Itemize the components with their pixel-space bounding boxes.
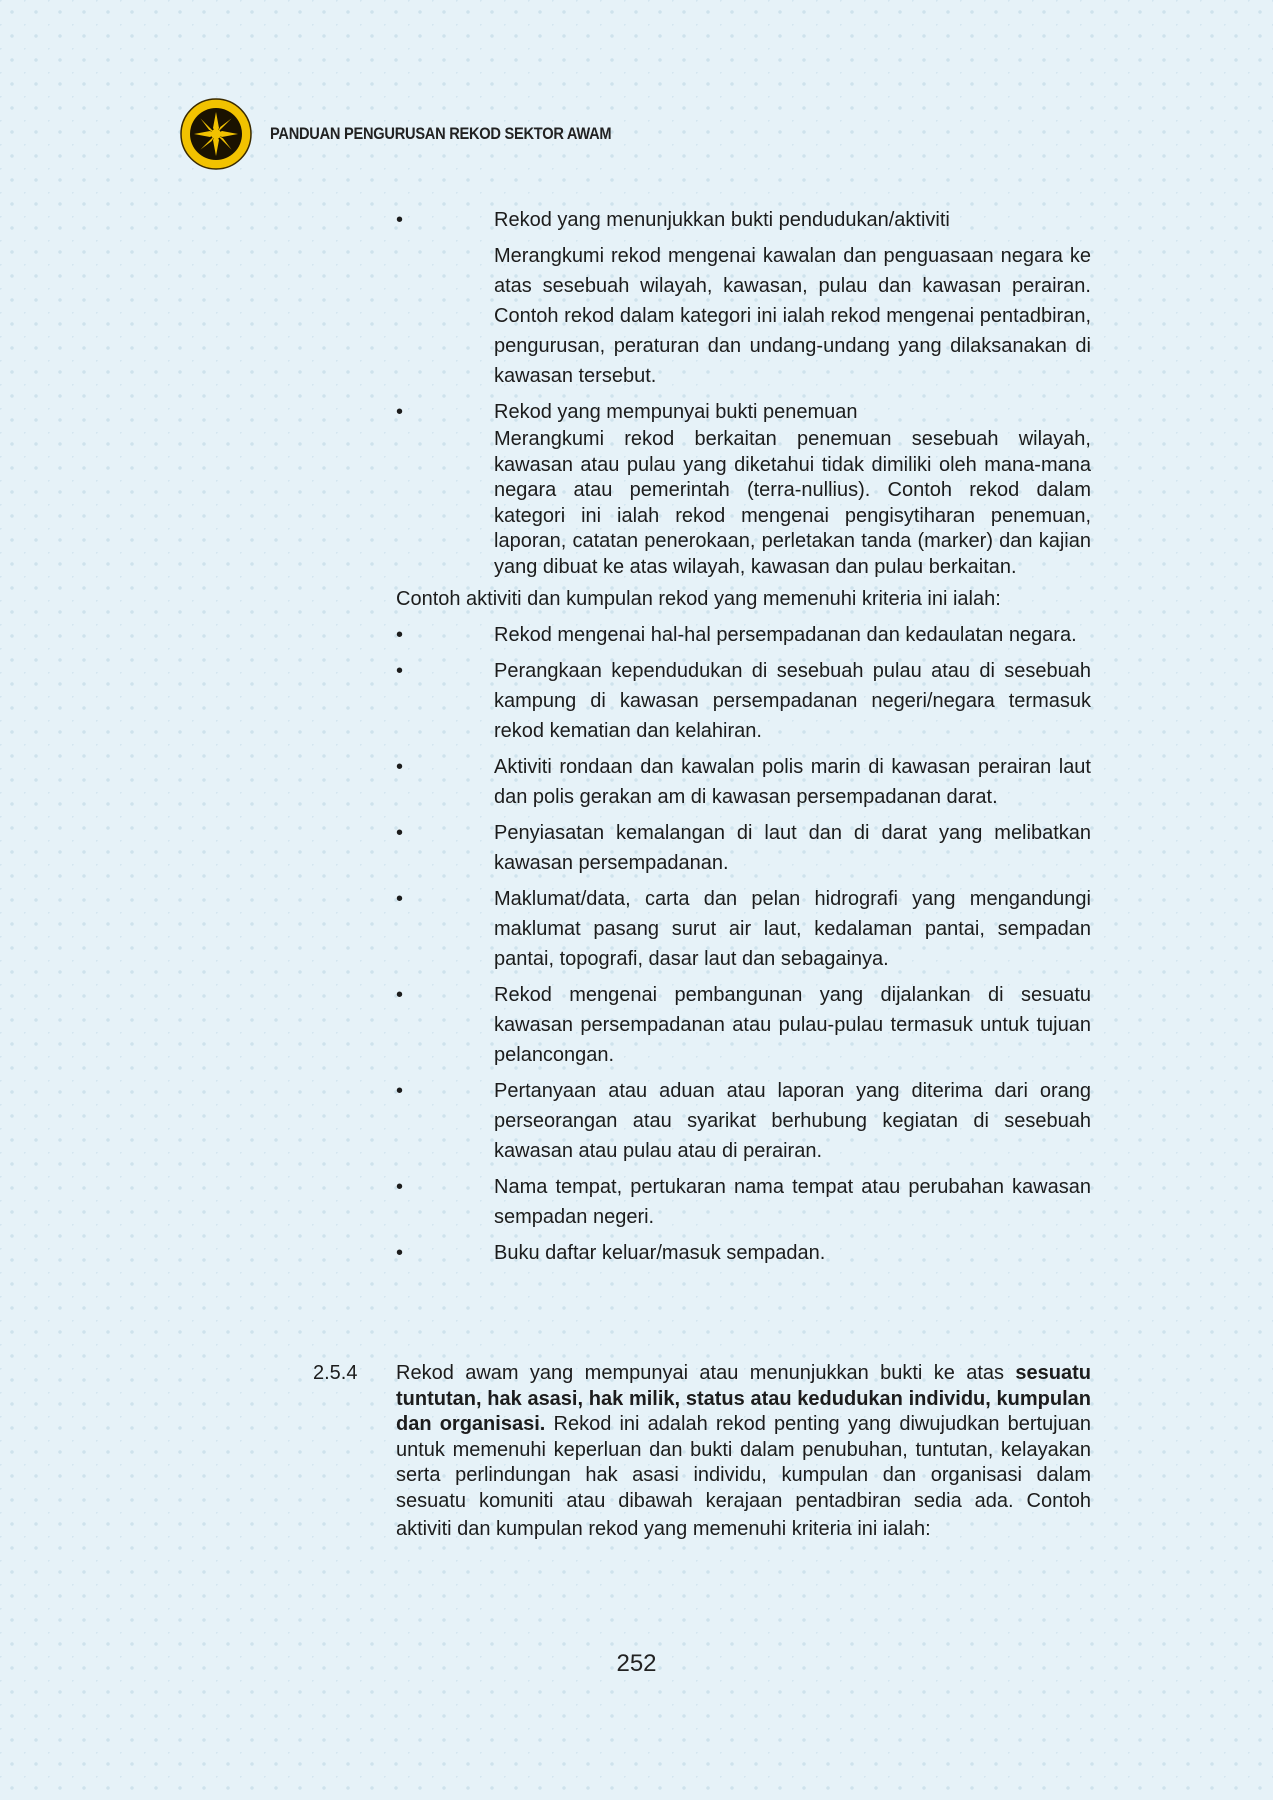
bullet-discovery-desc: Merangkumi rekod berkaitan penemuan sesebuah wilayah, kawasan atau pulau yang diketahui tidak dimiliki oleh mana-mana negara atau pemerintah (terra-nullius). Contoh rekod dalam kategori ini ialah rekod mengenai pengisytiharan penemuan, laporan, catatan penerokaan, perletakan tanda (marker) dan kajian yang dibuat ke atas wilayah, kawasan dan pulau berkaitan. [494,428,1091,578]
section-bold: sesuatu tuntutan, hak asasi, hak milik, status atau kedudukan individu, kumpulan dan organisasi. [396,1362,1091,1435]
bullet-occupation-title: • Rekod yang menunjukkan bukti pendudukan/aktiviti [396,205,1091,235]
section-number: 2.5.4 [313,1362,358,1384]
arkib-negara-emblem-icon [180,98,252,170]
bullet-discovery-title: • Rekod yang mempunyai bukti penemuan [396,397,1091,427]
list-item: • Penyiasatan kemalangan di laut dan di darat yang melibatkan kawasan persempadanan. [396,818,1091,878]
section-lead: Rekod awam yang mempunyai atau menunjukkan bukti ke atas [396,1362,1005,1384]
list-item: • Rekod mengenai hal-hal persempadanan dan kedaulatan negara. [396,620,1091,650]
examples-intro: Contoh aktiviti dan kumpulan rekod yang memenuhi kriteria ini ialah: [396,588,1001,610]
list-item: • Aktiviti rondaan dan kawalan polis marin di kawasan perairan laut dan polis gerakan am di kawasan persempadanan darat. [396,752,1091,812]
section-rest: Rekod ini adalah rekod penting yang diwujudkan bertujuan untuk memenuhi keperluan dan bukti dalam penubuhan, tuntutan, kelayakan serta perlindungan hak asasi individu, kumpulan dan organisasi dalam sesuatu komuniti atau dibawah kerajaan pentadbiran sedia ada. Contoh aktiviti dan kumpulan rekod yang [396,1413,1091,1540]
list-item: • Nama tempat, pertukaran nama tempat atau perubahan kawasan sempadan negeri. [396,1172,1091,1232]
section-text [396,1361,1091,1544]
page-header [180,98,667,170]
bullet-occupation-desc: Merangkumi rekod mengenai kawalan dan penguasaan negara ke atas sesebuah wilayah, kawasan, pulau dan kawasan perairan. Contoh rekod dalam kategori ini ialah rekod mengenai pentadbiran, pengurusan, peraturan dan undang-undang yang dilaksanakan di kawasan tersebut. [494,245,1091,387]
list-item: • Perangkaan kependudukan di sesebuah pulau atau di sesebuah kampung di kawasan persempadanan negeri/negara termasuk rekod kematian dan kelahiran. [396,656,1091,746]
main-content [396,205,1091,1268]
section-last: memenuhi kriteria ini ialah: [692,1518,931,1540]
list-item: • Buku daftar keluar/masuk sempadan. [396,1238,1091,1268]
list-item: • Pertanyaan atau aduan atau laporan yang diterima dari orang perseorangan atau syarikat berhubung kegiatan di sesebuah kawasan atau pulau atau di perairan. [396,1076,1091,1166]
section-2-5-4 [313,1361,1091,1544]
list-item: • Rekod mengenai pembangunan yang dijalankan di sesuatu kawasan persempadanan atau pulau-pulau termasuk untuk tujuan pelancongan. [396,980,1091,1070]
list-item: • Maklumat/data, carta dan pelan hidrografi yang mengandungi maklumat pasang surut air laut, kedalaman pantai, sempadan pantai, topografi, dasar laut dan sebagainya. [396,884,1091,974]
document-title: PANDUAN PENGURUSAN REKOD SEKTOR AWAM [270,124,612,143]
page-number: 252 [616,1650,657,1677]
